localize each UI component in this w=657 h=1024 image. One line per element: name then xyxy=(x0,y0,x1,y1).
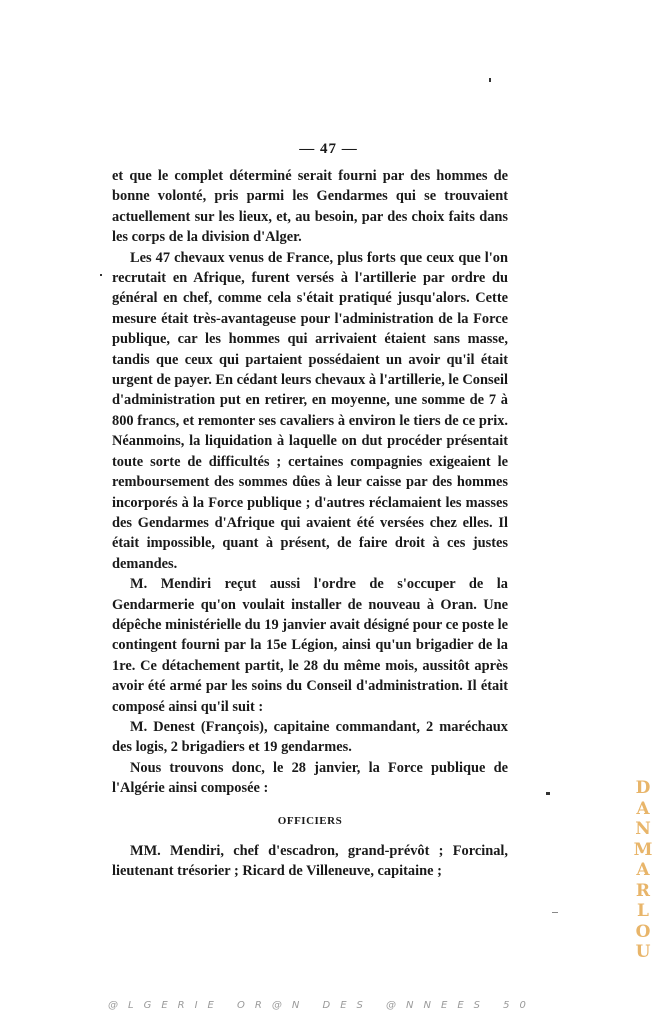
side-watermark-letter: A xyxy=(636,798,650,819)
side-watermark-letter: O xyxy=(635,921,651,942)
side-watermark-letter: M xyxy=(633,839,653,860)
paragraph-denest: M. Denest (François), capitaine commandant, 2 maréchaux des logis, 2 brigadiers et 19 gendarmes. xyxy=(112,718,508,756)
footer-watermark: @LGERIE OR@N DES @NNEES 50 xyxy=(108,1000,536,1011)
paragraph-horses: Les 47 chevaux venus de France, plus forts que ceux que l'on recrutait en Afrique, furent versés à l'artillerie par ordre du général en chef, comme cela s'était pratiqué jusqu'alors. Cette mesure était très-avantageuse pour l'administration de la Force publique, car les hommes qui arrivaient étaient sans masse, tandis que ceux qui partaient possédaient un avoir qu'il était urgent de payer. En cédant leurs chevaux à l'artillerie, le Conseil d'administration put en retirer, en moyenne, une somme de 7 à 800 francs, et remonter ses cavaliers à environ le tiers de ce prix. Néanmoins, la liquidation à laquelle on dut procéder présentait toute sorte de difficultés ; certaines compagnies exigeaient le remboursement des sommes dûes à leur caisse par des hommes incorporés à la Force publique ; d'autres réclamaient les masses des Gendarmes d'Afrique qui avaient été versées chez elles. Il était impossible, quant à présent, de faire droit à ces justes demandes. xyxy=(112,249,508,572)
section-heading: OFFICIERS xyxy=(277,814,343,827)
side-watermark-letter: L xyxy=(637,901,649,921)
side-watermark xyxy=(633,778,653,963)
side-watermark-letter: A xyxy=(636,860,650,880)
body-text xyxy=(112,166,508,882)
side-watermark-letter: D xyxy=(635,778,651,798)
side-watermark-letter: R xyxy=(635,880,651,901)
paragraph-officers: MM. Mendiri, chef d'escadron, grand-prévôt ; Forcinal, lieutenant trésorier ; Ricard de Villeneuve, capitaine ; xyxy=(112,843,508,880)
scan-speck xyxy=(100,274,102,276)
side-watermark-letter: U xyxy=(635,942,651,962)
side-watermark-letter: N xyxy=(635,819,651,839)
paragraph-composition: Nous trouvons donc, le 28 janvier, la Force publique de l'Algérie ainsi composée : xyxy=(112,759,508,797)
paragraph-oran: M. Mendiri reçut aussi l'ordre de s'occuper de la Gendarmerie qu'on voulait installer de nouveau à Oran. Une dépêche ministérielle du 19 janvier avait désigné pour ce poste le contingent fourni par la 15e Légion, ainsi qu'un brigadier de la 1re. Ce détachement partit, le 28 du même mois, aussitôt après avoir été armé par les soins du Conseil d'administration. Il était composé ainsi qu'il suit : xyxy=(112,576,508,715)
page-number: — 47 — xyxy=(299,141,358,157)
scan-speck xyxy=(546,792,550,795)
scan-speck xyxy=(552,912,558,913)
paragraph-continuation: et que le complet déterminé serait fourni par des hommes de bonne volonté, pris parmi les Gendarmes qui se trouvaient actuellement sur les lieux, et, au besoin, par des choix faits dans les corps de la division d'Alger. xyxy=(112,168,508,246)
scan-speck xyxy=(489,78,491,82)
